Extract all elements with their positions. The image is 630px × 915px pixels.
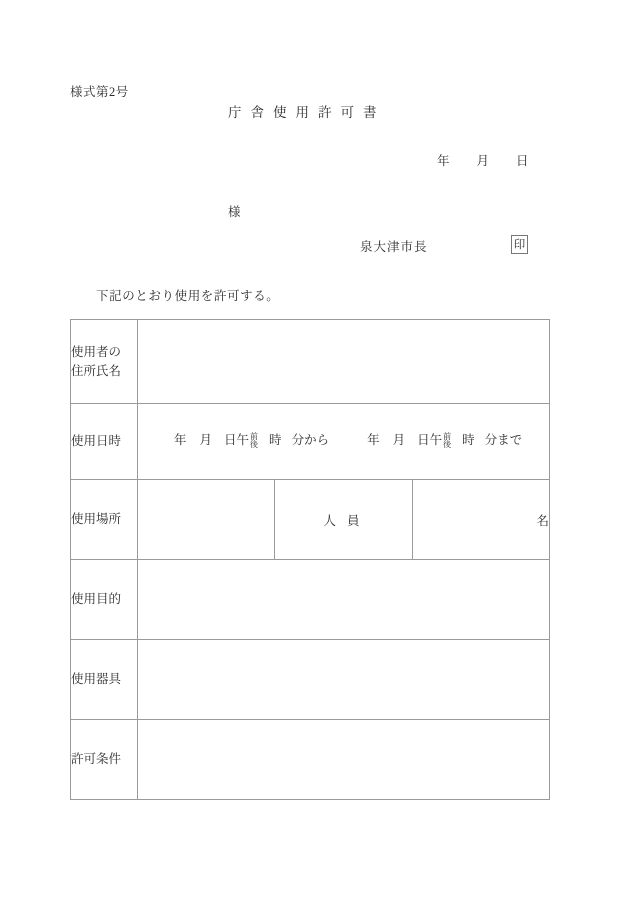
field-use-equipment[interactable] [138,640,550,720]
issuer-name: 泉大津市長 [360,240,428,254]
datetime-start-group [174,433,329,449]
row-label-user-address-name [71,320,138,404]
row-label-use-place: 使用場所 [71,480,138,560]
row-label-use-purpose: 使用目的 [71,560,138,640]
datetime-line [138,433,549,449]
field-user-address-name[interactable] [138,320,550,404]
table-row-user-address-name [71,320,550,404]
table-row-use-place [71,480,550,560]
start-month: 月 [199,433,213,448]
start-day-go: 日午 [224,433,250,448]
end-am: 前 [443,431,452,441]
people-count-unit: 名 [536,513,549,528]
row-label-permit-conditions: 許可条件 [71,720,138,800]
issue-date-month: 月 [476,154,491,168]
field-people-count[interactable] [412,480,549,560]
row-label-use-equipment: 使用器具 [71,640,138,720]
issue-date-line [437,151,530,169]
permit-details-table [70,319,550,800]
row-label-use-datetime: 使用日時 [71,404,138,480]
table-row-permit-conditions [71,720,550,800]
end-minute-to: 分まで [484,433,523,448]
addressee-honorific: 様 [228,205,241,219]
start-pm: 後 [250,440,259,449]
end-ampm-selector[interactable] [443,433,451,449]
datetime-end-group [367,433,522,449]
table-row-use-purpose [71,560,550,640]
table-row-use-equipment [71,640,550,720]
row-label-people-count: 人 員 [275,480,412,560]
start-year: 年 [174,433,187,448]
end-month: 月 [392,433,406,448]
start-minute-from: 分から [291,433,330,448]
field-use-purpose[interactable] [138,560,550,640]
end-hour: 時 [462,433,475,448]
start-am: 前 [250,431,259,441]
document-title: 庁舎使用許可書 [228,105,386,120]
form-number: 様式第2号 [70,85,129,99]
row-label-line1: 使用者の [71,344,122,359]
end-year: 年 [367,433,380,448]
seal-box: 印 [511,235,528,254]
field-use-place[interactable] [138,480,275,560]
lead-text: 下記のとおり使用を許可する。 [96,289,280,303]
end-day-go: 日午 [417,433,443,448]
row-label-line2: 住所氏名 [71,363,122,378]
issue-date-day: 日 [516,154,530,168]
field-permit-conditions[interactable] [138,720,550,800]
table-row-use-datetime [71,404,550,480]
issue-date-year: 年 [437,154,451,168]
end-pm: 後 [443,440,452,449]
field-use-datetime[interactable] [138,404,550,480]
start-ampm-selector[interactable] [250,433,258,449]
start-hour: 時 [269,433,282,448]
